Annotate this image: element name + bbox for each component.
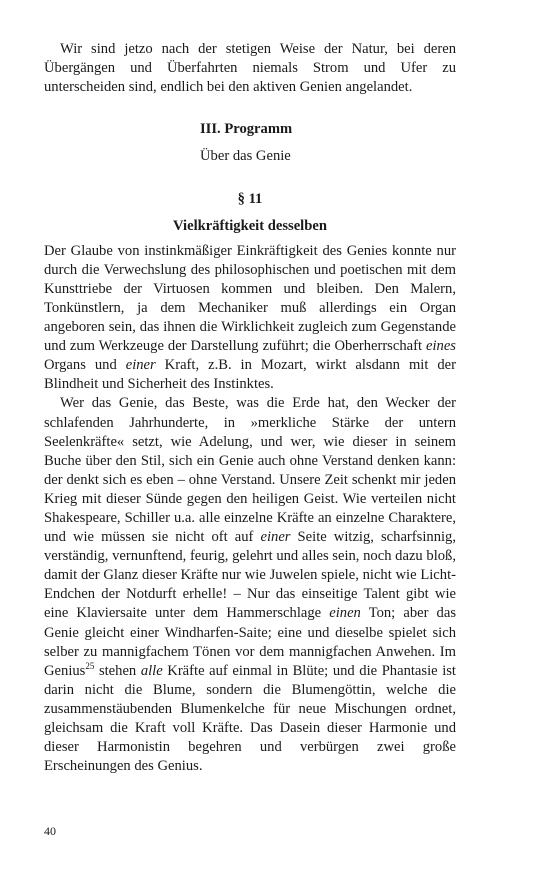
p1-text-3: Kraft, z.B. in Mozart, wirkt alsdann mit der Blindheit und Sicherheit des Instinktes. [44,357,457,393]
section-title: Vielkräftigkeit desselben [173,217,327,234]
p2-text-5: Kräfte auf einmal in Blüte; und die Phantasie ist darin nicht die Blume, sondern die Blumengöttin, welche die zusammenstäubenden Blumenkelche für neue Mischungen ordnet, gleichsam die Kraft voll Kräfte. Das Dasein dieser Harmonie und dieser Harmonistin begehren und verbürgen zwei große Erscheinungen des Genius. [44,662,456,775]
p2-emphasis-3: alle [140,662,163,679]
program-title: III. Programm [200,121,293,138]
p1-emphasis-1: eines [426,338,456,355]
p1-text-1: Der Glaube von instinkmäßiger Einkräftigkeit des Genies konnte nur durch die Verwechslung des philosophischen und poetischen mit dem Kunsttriebe der Virtuosen kommen und bleiben. Den Malern, Tonkünstlern, ja dem Mechaniker muß allerdings ein Organ angeboren sein, das ihnen die Wirklichkeit zugleich zum Gegenstande und zum Werkzeuge der Darstellung zuführt; die Oberherrschaft [44,242,456,355]
p2-emphasis-1: einer [260,529,291,546]
program-subtitle: Über das Genie [200,148,291,165]
p2-text-1: Wer das Genie, das Beste, was die Erde hat, den Wecker der schlafenden Jahrhunderte, in »merkliche Stärke der untern Seelenkräfte« setzt, wie Adelung, und wer, wie dieser in seinem Buche über den Stil, sich ein Genie auch ohne Verstand denken kann: der denkt sich es eben – ohne Verstand. Unsere Zeit schenkt mir jeden Krieg mit dieser Sünde gegen den heiligen Geist. Wie verteilen nicht Shakespeare, Schiller u.a. alle einzelne Kräfte an einzelne Charaktere, und wie müssen sie nicht oft auf [44,395,456,546]
body-paragraph-1 [44,242,456,395]
p2-text-2: Seite witzig, scharfsinnig, verständig, vernunftend, feurig, gelehrt und alles sein, noch dazu bloß, damit der Glanz dieser Kräfte nur wie Juwelen spiele, nicht wie Licht-Endchen der Notdurft erhelle! – Nur das einseitige Talent gibt wie eine Klaviersaite unter dem Hammerschlage [44,529,456,622]
section-number: § 11 [237,191,263,208]
page-number: 40 [44,824,56,838]
p2-text-3: Ton; aber das Genie gleicht einer Windharfen-Saite; eine und dieselbe spielet sich selber zu mannigfachem Tönen vor dem mannigfachen Anwehen. Im Genius [44,605,457,679]
p1-text-2: Organs und [44,357,126,374]
body-paragraph-2 [44,394,456,776]
page-body [44,40,456,776]
footnote-marker[interactable]: 25 [85,660,95,671]
intro-paragraph: Wir sind jetzo nach der stetigen Weise der Natur, bei deren Übergängen und Überfahrten niemals Strom und Ufer zu unterscheiden sind, endlich bei den aktiven Genien angelandet. [44,41,456,96]
p2-text-4: stehen [94,662,141,679]
spacer [44,97,456,120]
p2-emphasis-2: einen [329,605,361,622]
p1-emphasis-2: einer [125,357,156,374]
